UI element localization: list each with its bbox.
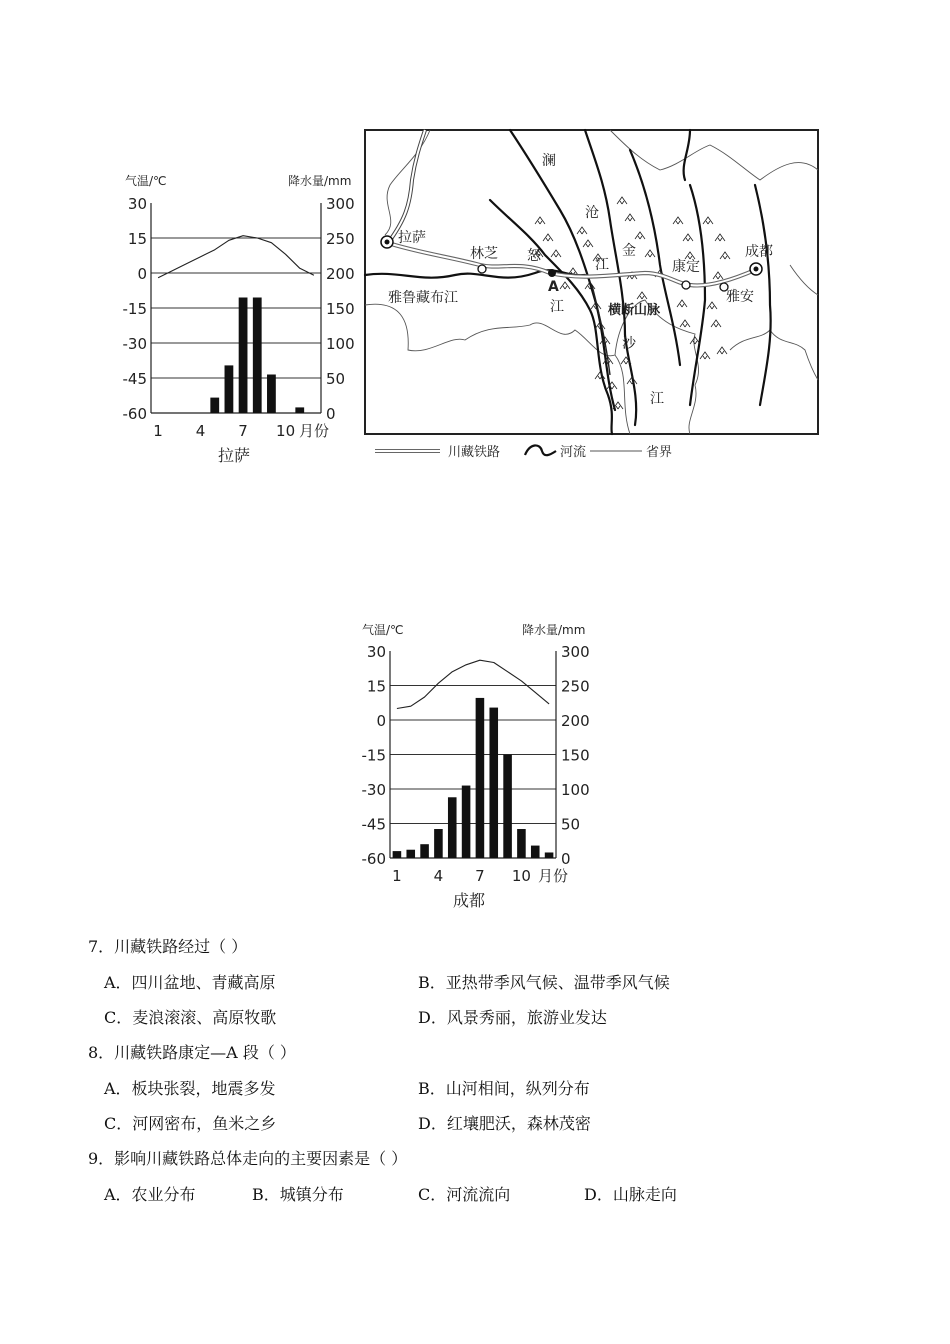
month-tick-label: 4 [195, 422, 206, 440]
precipitation-tick-label: 250 [326, 230, 355, 248]
temperature-axis-label: 气温/℃ [125, 174, 167, 188]
label-sha: 沙 [622, 336, 636, 352]
precipitation-bar [393, 851, 402, 858]
question-7-option-d[interactable]: D．风景秀丽，旅游业发达 [418, 1008, 607, 1027]
label-nu: 怒 [527, 248, 541, 264]
precipitation-bar [434, 829, 443, 858]
precipitation-bar [503, 755, 512, 859]
label-yarlung-river: 雅鲁藏布江 [388, 290, 458, 306]
precipitation-bar [545, 852, 554, 858]
map-frame [365, 130, 818, 434]
temperature-tick-label: 30 [127, 195, 147, 213]
question-7-option-b[interactable]: B．亚热带季风气候、温带季风气候 [418, 973, 670, 992]
temperature-axis-label: 气温/℃ [362, 623, 404, 637]
precipitation-axis-label: 降水量/mm [522, 623, 586, 637]
label-hengduan-mountains: 横断山脉 [608, 303, 661, 318]
month-tick-label: 1 [153, 422, 163, 440]
month-tick-label: 10 [511, 867, 531, 885]
legend-railway: 川藏铁路 [448, 445, 501, 460]
label-lan: 澜 [542, 153, 556, 169]
precipitation-bar [517, 829, 526, 858]
precipitation-tick-label: 100 [326, 335, 355, 353]
chengdu-climate-chart [350, 614, 610, 919]
temperature-tick-label: 15 [127, 230, 147, 248]
precipitation-tick-label: 0 [326, 405, 336, 423]
precipitation-tick-label: 0 [561, 850, 571, 868]
question-7-option-a[interactable]: A．四川盆地、青藏高原 [104, 973, 276, 992]
precipitation-bar [253, 298, 262, 414]
label-yaan: 雅安 [726, 289, 754, 305]
legend-river: 河流 [560, 445, 587, 460]
temperature-line [158, 236, 314, 278]
precipitation-tick-label: 200 [326, 265, 355, 283]
precipitation-bar [406, 850, 415, 858]
precipitation-bar [489, 708, 498, 858]
question-9-option-b[interactable]: B．城镇分布 [252, 1185, 344, 1204]
precipitation-bar [210, 398, 219, 413]
temperature-tick-label: -60 [122, 405, 147, 423]
label-kangding: 康定 [672, 259, 700, 275]
precipitation-tick-label: 200 [561, 712, 590, 730]
temperature-tick-label: -45 [122, 370, 147, 388]
question-8-option-d[interactable]: D．红壤肥沃，森林茂密 [418, 1114, 591, 1133]
month-axis-label: 月份 [538, 867, 569, 885]
precipitation-bar [267, 375, 276, 414]
nyingchi-marker [478, 265, 486, 273]
label-point-a: A [548, 279, 559, 295]
precipitation-tick-label: 300 [561, 643, 590, 661]
temperature-line [397, 660, 549, 708]
map-legend [375, 444, 672, 460]
temperature-tick-label: -30 [122, 335, 147, 353]
label-jin: 金 [622, 243, 636, 259]
month-axis-label: 月份 [299, 422, 330, 440]
precipitation-tick-label: 50 [326, 370, 346, 388]
temperature-tick-label: 0 [137, 265, 147, 283]
chart-caption: 拉萨 [218, 446, 251, 465]
month-tick-label: 7 [238, 422, 248, 440]
precipitation-tick-label: 150 [561, 746, 590, 765]
precipitation-tick-label: 50 [561, 815, 581, 834]
label-jiang-nu: 江 [550, 299, 564, 315]
temperature-tick-label: -15 [122, 300, 147, 318]
question-8-option-b[interactable]: B．山河相间，纵列分布 [418, 1079, 590, 1098]
precipitation-tick-label: 100 [561, 781, 590, 799]
label-jiang-jinsha: 江 [650, 391, 664, 407]
precipitation-tick-label: 150 [326, 300, 355, 318]
precipitation-bar [476, 698, 485, 858]
label-nyingchi: 林芝 [470, 246, 498, 262]
month-tick-label: 10 [276, 422, 296, 440]
sichuan-tibet-railway-map [360, 125, 825, 465]
precipitation-bar [448, 797, 457, 858]
precipitation-bar [531, 846, 540, 858]
chart-caption: 成都 [453, 891, 486, 910]
question-8-stem: 8．川藏铁路康定—A 段（ ） [88, 1043, 296, 1062]
label-jiang-lancang: 江 [595, 257, 609, 273]
precipitation-bar [420, 844, 429, 858]
precipitation-tick-label: 300 [326, 195, 355, 213]
precipitation-bar [225, 365, 234, 413]
label-cang: 沧 [585, 205, 599, 221]
lhasa-climate-chart [110, 165, 370, 470]
temperature-tick-label: 30 [366, 643, 386, 661]
question-9-option-c[interactable]: C．河流流向 [418, 1185, 511, 1204]
precipitation-tick-label: 250 [561, 677, 590, 696]
temperature-tick-label: -60 [361, 850, 386, 868]
question-7-option-c[interactable]: C．麦浪滚滚、高原牧歌 [104, 1008, 277, 1027]
question-9-stem: 9．影响川藏铁路总体走向的主要因素是（ ） [88, 1149, 408, 1168]
question-8-option-a[interactable]: A．板块张裂，地震多发 [104, 1079, 276, 1098]
question-7-stem: 7．川藏铁路经过（ ） [88, 937, 248, 956]
point-a-marker [548, 269, 556, 277]
temperature-tick-label: -45 [361, 815, 386, 834]
kangding-marker [682, 281, 690, 289]
label-chengdu: 成都 [745, 244, 773, 260]
question-9-option-d[interactable]: D．山脉走向 [584, 1185, 677, 1204]
question-8-option-c[interactable]: C．河网密布，鱼米之乡 [104, 1114, 277, 1133]
precipitation-bar [295, 407, 304, 413]
precipitation-bar [239, 298, 248, 414]
label-lhasa: 拉萨 [398, 230, 426, 246]
month-tick-label: 4 [433, 867, 444, 885]
month-tick-label: 7 [475, 867, 485, 885]
temperature-tick-label: 0 [376, 712, 386, 730]
question-9-option-a[interactable]: A．农业分布 [104, 1185, 196, 1204]
legend-border: 省界 [646, 445, 673, 460]
precipitation-axis-label: 降水量/mm [288, 174, 352, 188]
temperature-tick-label: 15 [366, 677, 386, 696]
temperature-tick-label: -15 [361, 746, 386, 765]
temperature-tick-label: -30 [361, 781, 386, 799]
month-tick-label: 1 [392, 867, 402, 885]
precipitation-bar [462, 786, 471, 858]
